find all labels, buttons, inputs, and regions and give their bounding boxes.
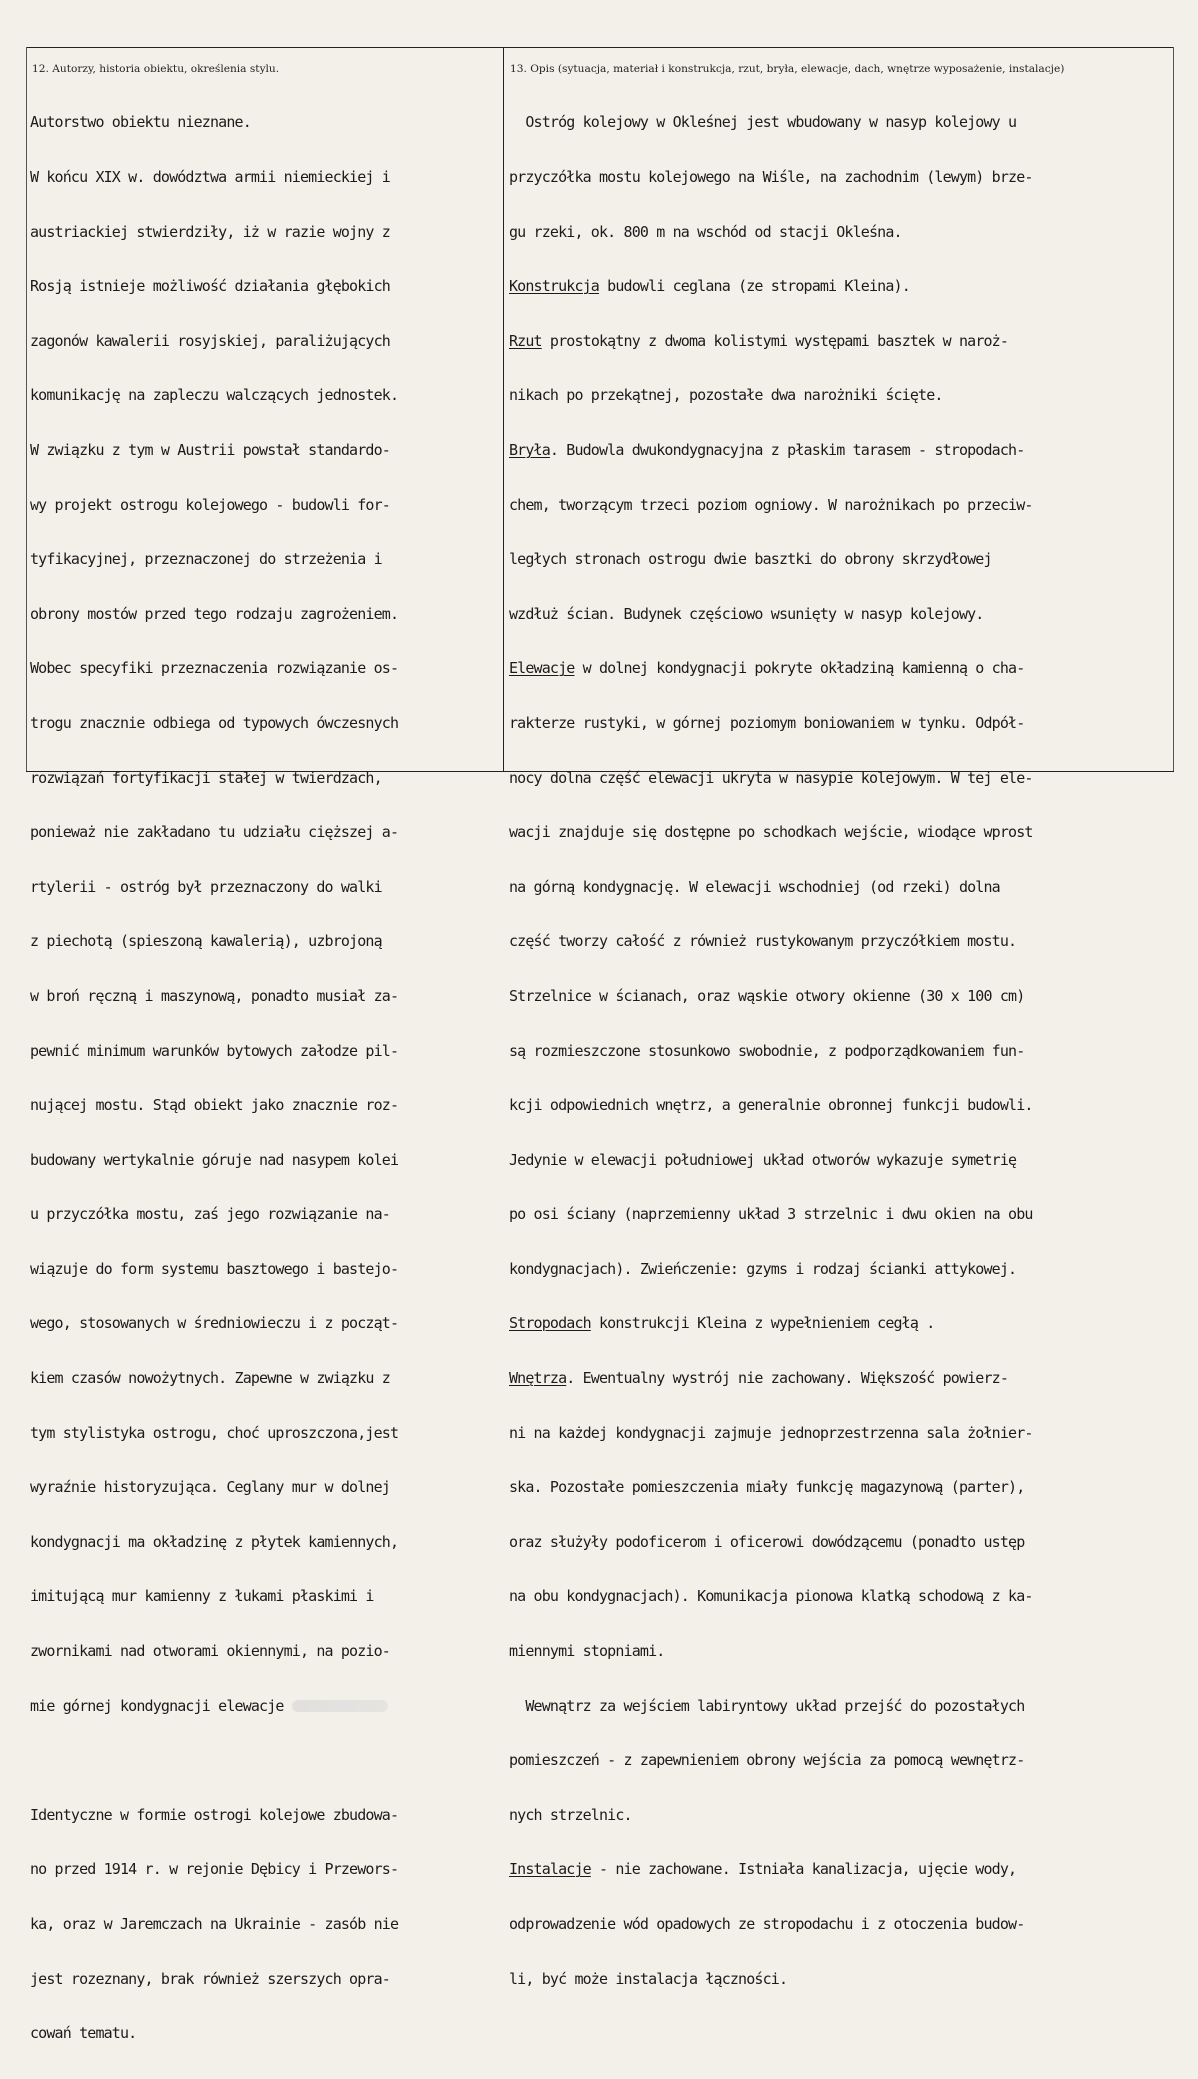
- text-line: rozwiązań fortyfikacji stałej w twierdzach,: [30, 768, 382, 787]
- text-line: [509, 332, 1169, 350]
- text-line: no przed 1914 r. w rejonie Dębicy i Przewors-: [30, 1860, 399, 1879]
- text-line: obrony mostów przed tego rodzaju zagrożeniem.: [30, 604, 399, 623]
- left-edge-rule: [26, 47, 27, 771]
- text-line: kondygnacji ma okładzinę z płytek kamiennych,: [30, 1532, 399, 1551]
- text-line: ponieważ nie zakładano tu udziału cięższej a-: [30, 823, 399, 842]
- right-edge-rule: [1173, 47, 1174, 771]
- text-line: przyczółka mostu kolejowego na Wiśle, na zachodnim (lewym) brze-: [509, 168, 1033, 186]
- text-line: po osi ściany (naprzemienny układ 3 strzelnic i dwu okien na obu: [509, 1205, 1033, 1224]
- text-line: tyfikacyjnej, przeznaczonej do strzeżenia i: [30, 550, 382, 569]
- text-line: wiązuje do form systemu basztowego i bastejo-: [30, 1259, 399, 1278]
- text-line: ska. Pozostałe pomieszczenia miały funkcję magazynową (parter),: [509, 1478, 1025, 1497]
- subheading-elewacje: Elewacje: [509, 659, 575, 678]
- text-line: miennymi stopniami.: [509, 1642, 665, 1661]
- text-line: Strzelnice w ścianach, oraz wąskie otwory okienne (30 x 100 cm): [509, 986, 1025, 1005]
- text-line: trogu znacznie odbiega od typowych ówczesnych: [30, 713, 399, 732]
- subheading-bryla: Bryła: [509, 440, 550, 459]
- subheading-wnetrza: Wnętrza: [509, 1369, 567, 1388]
- text-line: cowań tematu.: [30, 2024, 137, 2043]
- text-line: W końcu XIX w. dowództwa armii niemieckiej i: [30, 168, 390, 186]
- text-line: [509, 659, 1169, 677]
- text-line: [509, 1860, 1169, 1878]
- text-line: zwornikami nad otworami okiennymi, na pozio-: [30, 1642, 390, 1661]
- text-fragment: w dolnej kondygnacji pokryte okładziną kamienną o cha-: [574, 659, 1025, 678]
- text-line: kcji odpowiednich wnętrz, a generalnie obronnej funkcji budowli.: [509, 1096, 1033, 1115]
- text-line: nikach po przekątnej, pozostałe dwa narożniki ścięte.: [509, 386, 943, 405]
- text-line: pewnić minimum warunków bytowych załodze pil-: [30, 1041, 399, 1060]
- text-line: nych strzelnic.: [509, 1805, 632, 1824]
- text-line: li, być może instalacja łączności.: [509, 1969, 788, 1988]
- text-line: Wobec specyfiki przeznaczenia rozwiązanie os-: [30, 659, 399, 678]
- text-line: zagonów kawalerii rosyjskiej, paraliżujących: [30, 331, 390, 350]
- text-line: rakterze rustyki, w górnej poziomym boniowaniem w tynku. Odpół-: [509, 713, 1025, 732]
- text-line: są rozmieszczone stosunkowo swobodnie, z podporządkowaniem fun-: [509, 1041, 1025, 1060]
- text-line: u przyczółka mostu, zaś jego rozwiązanie na-: [30, 1205, 390, 1224]
- text-line: ległych stronach ostrogu dwie basztki do obrony skrzydłowej: [509, 550, 992, 569]
- text-line-with-erasure: [30, 1697, 500, 1715]
- text-line: imitującą mur kamienny z łukami płaskimi i: [30, 1587, 374, 1606]
- top-rule: [26, 47, 1174, 48]
- subheading-konstrukcja: Konstrukcja: [509, 277, 599, 296]
- text-fragment: konstrukcji Kleina z wypełnieniem cegłą .: [590, 1314, 935, 1333]
- text-line: wy projekt ostrogu kolejowego - budowli for-: [30, 495, 390, 514]
- text-line: ka, oraz w Jaremczach na Ukrainie - zasób nie: [30, 1915, 399, 1933]
- text-line: nocy dolna część elewacji ukryta w nasypie kolejowym. W tej ele-: [509, 768, 1033, 787]
- text-line: wzdłuż ścian. Budynek częściowo wsunięty w nasyp kolejowy.: [509, 604, 984, 623]
- column-divider: [503, 47, 504, 771]
- text-line: wyraźnie historyzująca. Ceglany mur w dolnej: [30, 1478, 390, 1497]
- text-line: chem, tworzącym trzeci poziom ogniowy. W narożnikach po przeciw-: [509, 495, 1033, 514]
- text-line: Rosją istnieje możliwość działania głębokich: [30, 277, 390, 296]
- subheading-instalacje: Instalacje: [509, 1860, 591, 1879]
- text-line: pomieszczeń - z zapewnieniem obrony wejścia za pomocą wewnętrz-: [509, 1751, 1025, 1770]
- text-line: budowany wertykalnie góruje nad nasypem kolei: [30, 1150, 399, 1169]
- text-line: odprowadzenie wód opadowych ze stropodachu i z otoczenia budow-: [509, 1915, 1025, 1933]
- subheading-stropodach: Stropodach: [509, 1314, 591, 1333]
- text-line: komunikację na zapleczu walczących jednostek.: [30, 386, 399, 405]
- text-line: w broń ręczną i maszynową, ponadto musiał za-: [30, 986, 399, 1005]
- text-line: na obu kondygnacjach). Komunikacja pionowa klatką schodową z ka-: [509, 1587, 1033, 1606]
- text-line: część tworzy całość z również rustykowanym przyczółkiem mostu.: [509, 932, 1017, 951]
- section-13-text: [509, 77, 1169, 2024]
- text-line: Identyczne w formie ostrogi kolejowe zbudowa-: [30, 1805, 399, 1824]
- text-line: na górną kondygnację. W elewacji wschodniej (od rzeki) dolna: [509, 877, 1000, 896]
- text-line: tym stylistyka ostrogu, choć uproszczona,jest: [30, 1423, 399, 1442]
- text-line: Autorstwo obiektu nieznane.: [30, 113, 251, 132]
- subheading-rzut: Rzut: [509, 331, 542, 350]
- text-line: jest rozeznany, brak również szerszych opra-: [30, 1969, 390, 1988]
- text-line: kiem czasów nowożytnych. Zapewne w związku z: [30, 1369, 390, 1388]
- text-line: oraz służyły podoficerom i oficerowi dowódzącemu (ponadto ustęp: [509, 1532, 1025, 1551]
- text-fragment: . Ewentualny wystrój nie zachowany. Większość powierz-: [566, 1369, 1009, 1388]
- text-fragment: - nie zachowane. Istniała kanalizacja, ujęcie wody,: [590, 1860, 1017, 1879]
- text-line: [509, 441, 1169, 459]
- section-12-heading: 12. Autorzy, historia obiektu, określenia stylu.: [32, 63, 280, 75]
- text-line: kondygnacjach). Zwieńczenie: gzyms i rodzaj ścianki attykowej.: [509, 1259, 1017, 1278]
- text-line: rtylerii - ostróg był przeznaczony do walki: [30, 877, 382, 896]
- text-line: nującej mostu. Stąd obiekt jako znacznie roz-: [30, 1096, 399, 1115]
- text-line: wego, stosowanych w średniowieczu i z począt-: [30, 1314, 399, 1333]
- text-line: [509, 1369, 1169, 1387]
- text-line: Ostróg kolejowy w Okleśnej jest wbudowany w nasyp kolejowy u: [509, 113, 1017, 132]
- text-line: z piechotą (spieszoną kawalerią), uzbrojoną: [30, 932, 382, 951]
- text-line: austriackiej stwierdziły, iż w razie wojny z: [30, 222, 390, 241]
- text-fragment: budowli ceglana (ze stropami Kleina).: [599, 277, 910, 296]
- erased-text-smudge: [292, 1700, 388, 1712]
- text-line: wacji znajduje się dostępne po schodkach wejście, wiodące wprost: [509, 823, 1033, 842]
- text-line: [509, 277, 1169, 295]
- section-12-text: [30, 77, 500, 2079]
- section-13-heading: 13. Opis (sytuacja, materiał i konstrukcja, rzut, bryła, elewacje, dach, wnętrze wyposażenie, instalacje): [510, 63, 1065, 75]
- text-fragment: . Budowla dwukondygnacyjna z płaskim tarasem - stropodach-: [549, 440, 1025, 459]
- text-line: W związku z tym w Austrii powstał standardo-: [30, 440, 390, 459]
- text-line: [509, 1314, 1169, 1332]
- text-fragment: mie górnej kondygnacji elewacje: [30, 1696, 284, 1715]
- text-line: ni na każdej kondygnacji zajmuje jednoprzestrzenna sala żołnier-: [509, 1423, 1033, 1442]
- text-line: Jedynie w elewacji południowej układ otworów wykazuje symetrię: [509, 1150, 1017, 1169]
- text-line: Wewnątrz za wejściem labiryntowy układ przejść do pozostałych: [509, 1696, 1025, 1715]
- text-line: gu rzeki, ok. 800 m na wschód od stacji Okleśna.: [509, 222, 902, 241]
- paragraph-gap: [30, 1751, 500, 1769]
- text-fragment: prostokątny z dwoma kolistymi występami basztek w naroż-: [541, 331, 1009, 350]
